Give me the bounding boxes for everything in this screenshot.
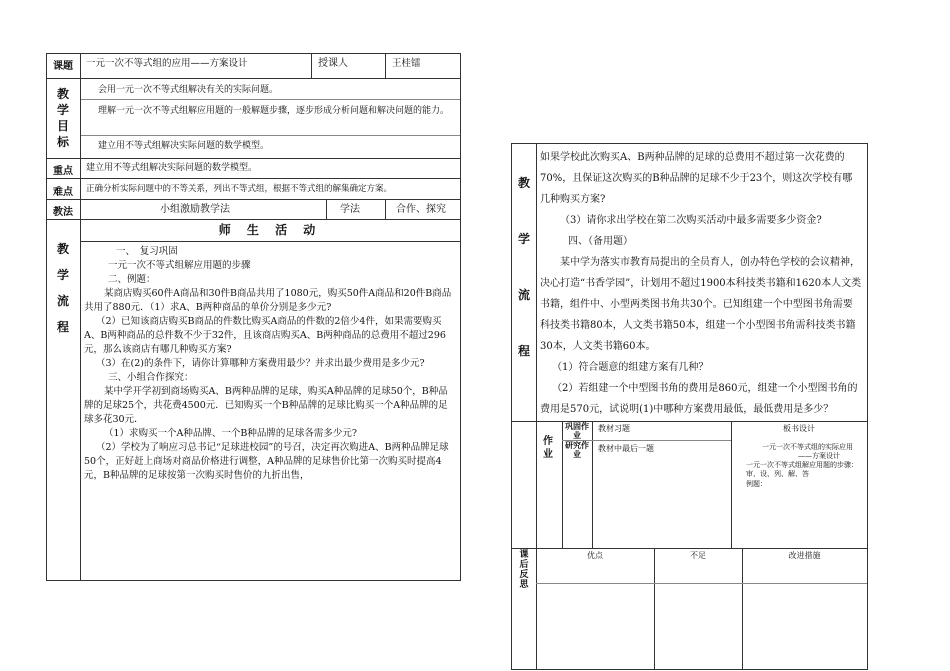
- board-line-5: 例题：: [746, 480, 767, 488]
- homework-label: [538, 435, 558, 461]
- goals-label: [53, 86, 73, 150]
- backup-q2: （2）若组建一个中型图书角的费用是860元，组建一个小型图书角的费用是570元，试说明(1)中哪种方案费用最低，最低费用是多少？: [540, 383, 858, 415]
- backup-text: 某中学为落实市教育局提出的全员育人，创办特色学校的会议精神，决心打造“书香学园”，计划用不超过1900本科技类书籍和1620本人文类书籍，组件中、小型两类图书角共30个。已知组建一个中型图书角需要科技类书籍80本，人文类书籍50本，组建一个小型图书角需科技类书籍30本，人文类书籍60本。: [540, 257, 862, 352]
- board-label: 板书设计: [783, 424, 815, 433]
- review-heading: 一、 复习巩固: [116, 246, 178, 257]
- reflection-label-char: 反: [519, 570, 529, 580]
- process-label-char: 教: [56, 242, 69, 256]
- homework-label-char: 作: [543, 436, 553, 447]
- goal-3: 建立用不等式组解决实际问题的数学模型。: [98, 141, 270, 151]
- research-label: 研究作业: [565, 441, 589, 459]
- study-value: 合作、探究: [396, 204, 446, 215]
- process-label-char: 学: [56, 268, 69, 282]
- continued-question: 如果学校此次购买A、B两种品牌的足球的总费用不超过第一次花费的70%，且保证这次购买的B种品牌的足球不少于23个，则这次学校有哪几种购买方案?: [540, 152, 853, 205]
- goals-label-char: 标: [56, 135, 69, 149]
- group-q2: （2）学校为了响应习总书记“足球进校园”的号召，决定再次购进A、B两种品牌足球50个，正好赶上商场对商品价格进行调整，A种品牌的足球售价比第一次购买时提高4元，B种品牌的足球按第一次购买时售价的九折出售，: [84, 442, 449, 481]
- process-label-char: 流: [517, 288, 530, 302]
- backup-heading: 四、（备用题）: [568, 236, 633, 247]
- reflect-col-improve: 改进措施: [788, 551, 821, 560]
- study-label: 学法: [340, 204, 360, 215]
- reflection-label-char: 后: [519, 560, 529, 570]
- group-heading: 三、小组合作探究：: [108, 372, 194, 383]
- goals-label-char: 学: [56, 103, 69, 117]
- process-label-char: 程: [517, 344, 530, 358]
- board-line-3: 一元一次不等式组解应用题的步骤：: [746, 461, 858, 469]
- method-label: 教法: [53, 207, 73, 218]
- board-line-4: 审、设、列、解、答: [746, 470, 809, 478]
- key-value: 建立用不等式组解决实际问题的数学模型。: [86, 163, 258, 173]
- process-label-char: 教: [517, 176, 530, 190]
- teacher-label: 授课人: [318, 58, 348, 69]
- example-heading: 二、例题：: [108, 274, 156, 285]
- example-text: 某商店购买60件A商品和30件B商品共用了1080元，购买50件A商品和20件B商品共用了880元．（1）求A、B两种商品的单价分别是多少元?: [84, 288, 452, 313]
- question-3: （3）请你求出学校在第二次购买活动中最多需要多少资金?: [560, 215, 822, 226]
- consolidate-value: 教材习题: [598, 424, 630, 433]
- key-label: 重点: [53, 166, 73, 177]
- goals-label-char: 教: [56, 87, 69, 101]
- example-q2: （2）已知该商店购买B商品的件数比购买A商品的件数的2倍少4件，如果需要购买A、B两种商品的总件数不少于32件，且该商店购买A、B两种商品的总费用不超过296元，那么该商店有哪几种购买方案?: [84, 316, 446, 355]
- backup-q1: （1）符合题意的组建方案有几种？: [552, 362, 709, 373]
- difficulty-value: 正确分析实际问题中的不等关系，列出不等式组，根据不等式组的解集确定方案。: [86, 184, 393, 194]
- goals-label-char: 目: [56, 119, 69, 133]
- process-label-char: 流: [56, 294, 69, 308]
- right-process-label: [514, 155, 534, 379]
- process-label-char: 程: [56, 320, 69, 334]
- right-content: [540, 147, 862, 420]
- reflect-col-pros: 优点: [587, 551, 603, 560]
- review-steps: 一元一次不等式组解应用题的步骤: [108, 260, 251, 271]
- example-q3: （3）在(2)的条件下，请你计算哪种方案费用最少？并求出最少费用是多少元?: [96, 358, 425, 369]
- reflection-label-char: 思: [519, 580, 529, 590]
- board-line-1: 一元一次不等式组的实际应用: [762, 443, 853, 451]
- left-content: [84, 245, 456, 483]
- difficulty-label: 难点: [53, 187, 73, 198]
- board-line-2: ——方案设计: [798, 452, 840, 460]
- topic-label: 课题: [53, 61, 73, 72]
- reflection-label: [514, 550, 534, 590]
- goal-2: 理解一元一次不等式组解应用题的一般解题步骤，逐步形成分析问题和解决问题的能力。: [98, 106, 450, 116]
- teacher-value: 王桂镭: [392, 58, 421, 69]
- reflect-col-cons: 不足: [690, 551, 706, 560]
- homework-label-char: 业: [543, 449, 553, 460]
- goal-1: 会用一元一次不等式组解决有关的实际问题。: [98, 85, 279, 95]
- process-label-char: 学: [517, 232, 530, 246]
- method-value: 小组激励教学法: [160, 204, 230, 215]
- topic-value: 一元一次不等式组的应用——方案设计: [86, 58, 248, 69]
- group-text: 某中学开学初到商场购买A、B两种品牌的足球，购买A种品牌的足球50个，B种品牌的足球25个，共花费4500元．已知购买一个B种品牌的足球比购买一个A种品牌的足球多花30元．: [84, 386, 448, 425]
- reflection-label-char: 课: [519, 550, 529, 560]
- consolidate-label: 巩固作业: [565, 422, 589, 440]
- group-q1: （1）求购买一个A种品牌、一个B种品牌的足球各需多少元?: [104, 428, 357, 439]
- activity-header: 师 生 活 动: [218, 223, 322, 237]
- research-value: 教材中最后一题: [598, 444, 654, 453]
- process-label: [53, 236, 73, 340]
